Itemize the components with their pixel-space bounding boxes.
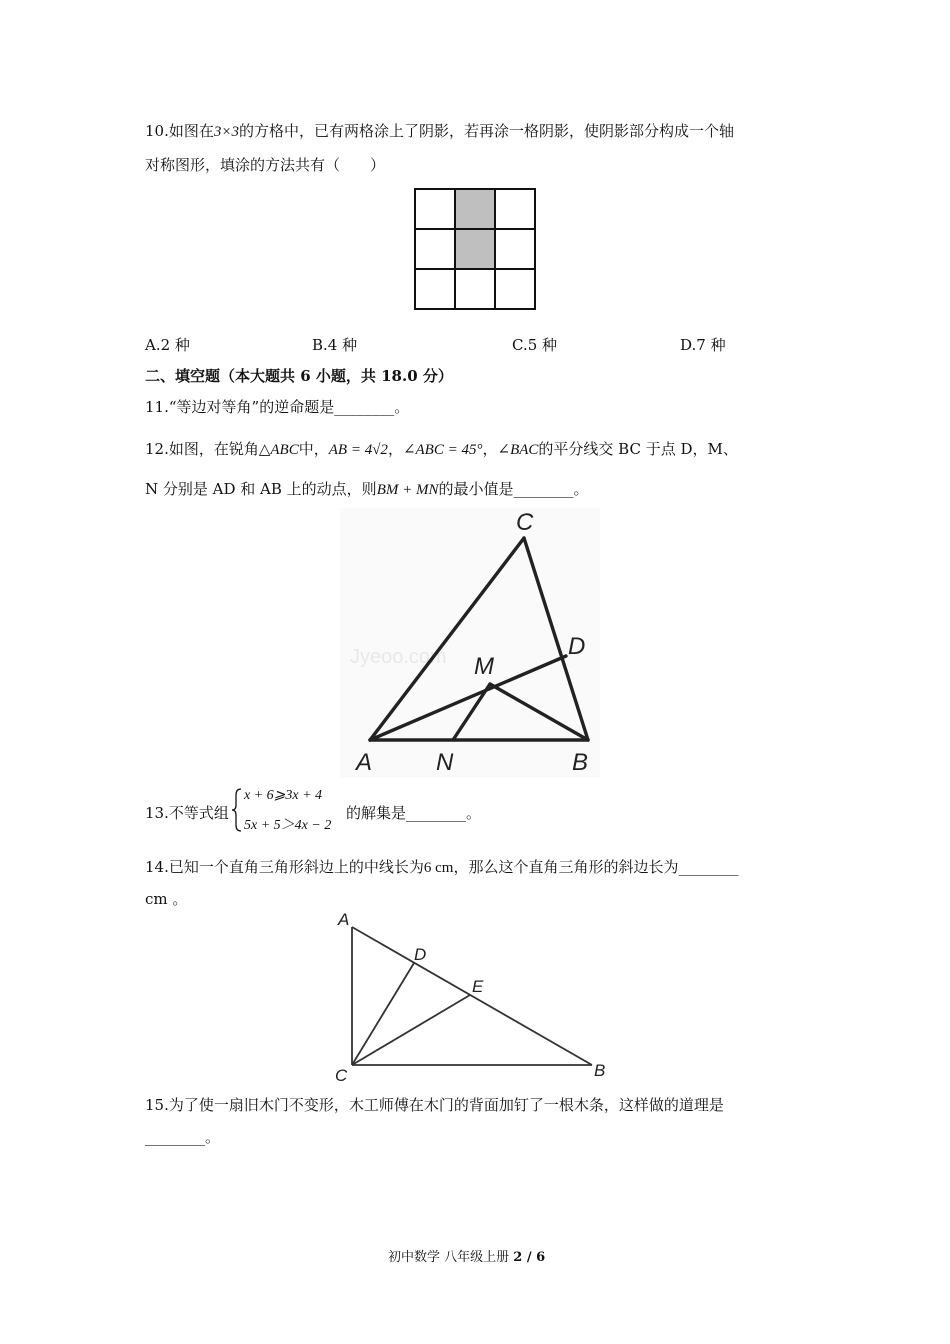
q13-suffix: 的解集是________。 [346, 804, 482, 822]
q10-option-c[interactable]: C.5 种 [512, 336, 558, 354]
grid-cell-r0-c0 [415, 189, 455, 229]
grid-cell-r2-c2 [495, 269, 535, 309]
page-footer: 初中数学 八年级上册 2 / 6 [388, 1250, 546, 1265]
q13-left-brace [231, 787, 243, 833]
q10-grid-size: 3×3 [213, 124, 239, 140]
label-n: N [436, 749, 454, 776]
label-d: D [568, 633, 586, 660]
q13-prefix: 13.不等式组 [145, 804, 229, 822]
q13-inequality-2: 5x + 5＞4x − 2 [244, 818, 332, 833]
q11-text: 11.“等边对等角”的逆命题是________。 [145, 398, 410, 416]
q15-line1: 15.为了使一扇旧木门不变形，木工师傅在木门的背面加钉了一根木条，这样做的道理是 [145, 1096, 724, 1114]
label-a: A [338, 910, 350, 929]
label-c: C [335, 1066, 348, 1085]
label-e: E [472, 977, 484, 996]
q12-line2: N 分别是 AD 和 AB 上的动点，则BM + MN的最小值是________。 [145, 480, 589, 498]
grid-cell-r0-c1 [455, 189, 495, 229]
q14-right-triangle-figure [330, 905, 620, 1085]
q10-option-d[interactable]: D.7 种 [680, 336, 726, 354]
grid-cell-r2-c0 [415, 269, 455, 309]
q12-watermark: Jyeoo.com [350, 646, 447, 668]
section-heading: 二、填空题（本大题共 6 小题，共 18.0 分） [145, 367, 453, 385]
q12-line1: 12.如图，在锐角△ABC中，AB = 4√2，∠ABC = 45°，∠BAC的平分线交 BC 于点 D，M、 [145, 440, 738, 458]
grid-cell-r2-c1 [455, 269, 495, 309]
q10-option-a[interactable]: A.2 种 [145, 336, 190, 354]
label-b: B [594, 1061, 606, 1080]
grid-cell-r1-c0 [415, 229, 455, 269]
label-m: M [474, 653, 494, 680]
label-c: C [516, 509, 534, 536]
page-number: 2 / 6 [513, 1250, 546, 1265]
q10-grid-figure [413, 187, 537, 313]
label-a: A [356, 749, 373, 776]
q10-option-b[interactable]: B.4 种 [312, 336, 358, 354]
q13-inequality-1: x + 6⩾3x + 4 [244, 788, 323, 803]
grid-cell-r0-c2 [495, 189, 535, 229]
q12-triangle-figure [340, 508, 600, 778]
label-b: B [572, 749, 589, 776]
q14-line2: cm 。 [145, 890, 188, 908]
segment-ce [352, 995, 470, 1065]
grid-cell-r1-c1 [455, 229, 495, 269]
label-d: D [414, 945, 427, 964]
q10-line2: 对称图形，填涂的方法共有（ ） [145, 156, 386, 174]
q14-line1: 14.已知一个直角三角形斜边上的中线长为6 cm，那么这个直角三角形的斜边长为________ [145, 858, 739, 876]
grid-cell-r1-c2 [495, 229, 535, 269]
q10-line1: 10.如图在3×3的方格中，已有两格涂上了阴影，若再涂一格阴影，使阴影部分构成一个轴 [145, 122, 734, 140]
q15-line2: ________。 [145, 1128, 221, 1146]
segment-cd [352, 963, 414, 1065]
